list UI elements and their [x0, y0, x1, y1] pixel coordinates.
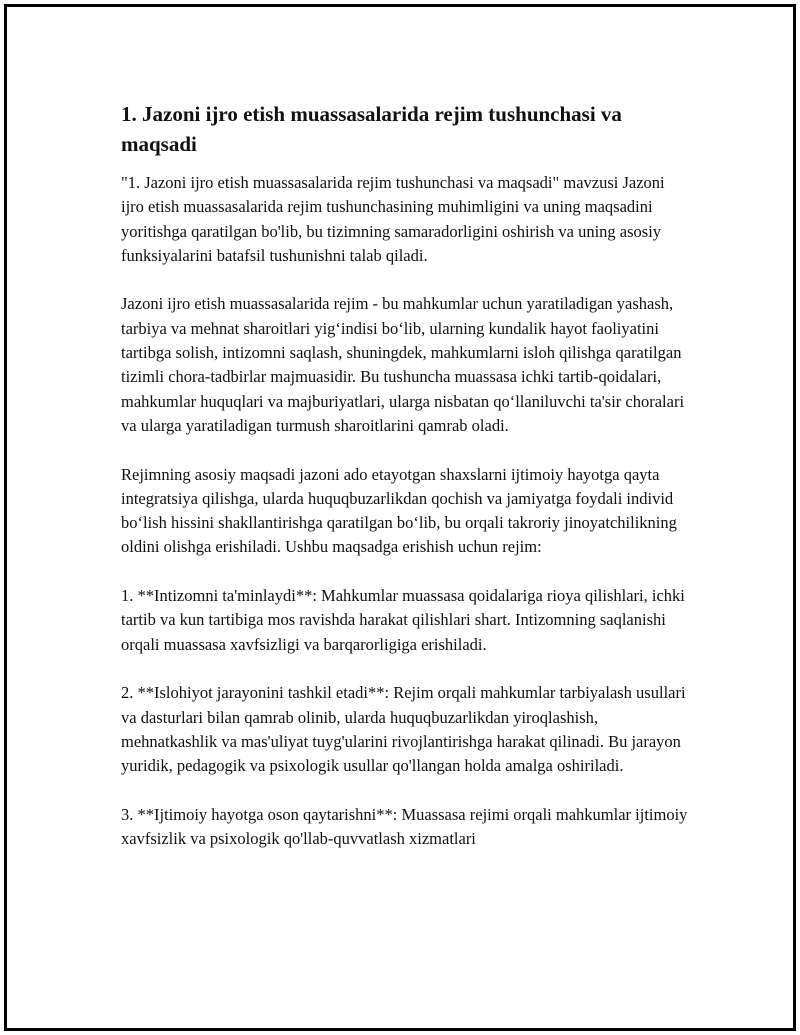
list-item-discipline: 1. **Intizomni ta'minlaydi**: Mahkumlar muassasa qoidalariga rioya qilishlari, ichki tartib va kun tartibiga mos ravishda harakat qilishlari shart. Intizomning saqlanishi orqali muassasa xavfsizligi va barqarorligiga erishiladi. [121, 586, 685, 654]
paragraph-definition: Jazoni ijro etish muassasalarida rejim - bu mahkumlar uchun yaratiladigan yashash, tarbiya va mehnat sharoitlari yig‘indisi bo‘lib, ularning kundalik hayot faoliyatini tartibga solish, intizomni saqlash, shuningdek, mahkumlarni isloh qilishga qaratilgan tizimli chora-tadbirlar majmuasidir. Bu tushuncha muassasa ichki tartib-qoidalari, mahkumlar huquqlari va majburiyatlari, ularga nisbatan qo‘llaniluvchi ta'sir choralari va ularga yaratiladigan turmush sharoitlarini qamrab oladi. [121, 294, 685, 435]
list-item-reform: 2. **Islohiyot jarayonini tashkil etadi**: Rejim orqali mahkumlar tarbiyalash usullari va dasturlari bilan qamrab olinib, ularda huquqbuzarlikdan yiroqlashish, mehnatkashlik va mas'uliyat tuyg'ularini rivojlantirishga harakat qilinadi. Bu jarayon yuridik, pedagogik va psixologik usullar qo'llangan holda amalga oshiriladi. [121, 683, 686, 776]
paragraph-intro: "1. Jazoni ijro etish muassasalarida rejim tushunchasi va maqsadi" mavzusi Jazoni ijro etish muassasalarida rejim tushunchasining muhimligini va uning maqsadini yoritishga qaratilgan bo'lib, bu tizimning samaradorligini oshirish va uning asosiy funksiyalarini batafsil tushunishni talab qiladi. [121, 173, 665, 265]
paragraph-purpose: Rejimning asosiy maqsadi jazoni ado etayotgan shaxslarni ijtimoiy hayotga qayta integratsiya qilishga, ularda huquqbuzarlikdan qochish va jamiyatga foydali individ bo‘lish hissini shakllantirishga qaratilgan bo‘lib, bu orqali takroriy jinoyatchilikning oldini olishga erishiladi. Ushbu maqsadga erishish uchun rejim: [121, 464, 677, 557]
document-title: 1. Jazoni ijro etish muassasalarida rejim tushunchasi va maqsadi [121, 102, 622, 156]
list-item-reintegration: 3. **Ijtimoiy hayotga oson qaytarishni**: Muassasa rejimi orqali mahkumlar ijtimoiy xavfsizlik va psixologik qo'llab-quvvatlash xizmatlari [121, 804, 688, 849]
page-frame [4, 4, 796, 1031]
document-body [121, 99, 691, 876]
